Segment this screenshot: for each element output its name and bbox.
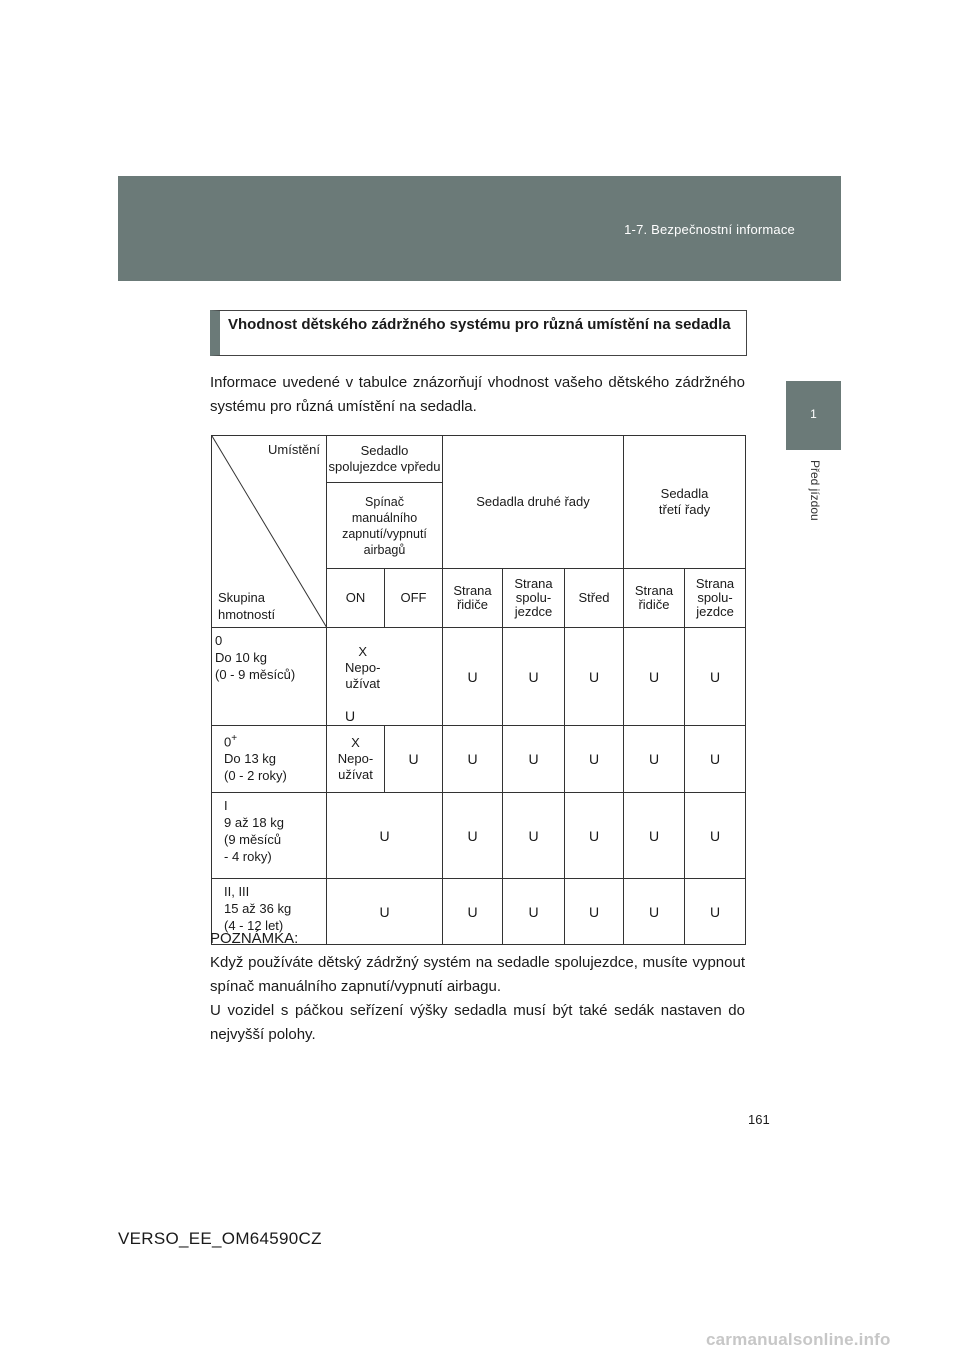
corner-label-group: Skupina hmotností [218, 590, 276, 622]
page-number: 161 [748, 1112, 770, 1127]
intro-paragraph: Informace uvedené v tabulce znázorňují vhodnost vašeho dětského zádržného systému pro různá umístění na sedadla. [210, 374, 745, 415]
header-third-row: Sedadla třetí řady [624, 436, 746, 569]
group-II-III: II, III 15 až 36 kg (4 - 12 let) [212, 879, 327, 945]
note-title: POZNÁMKA: [210, 930, 299, 947]
table-row [212, 628, 746, 726]
cell-value: U [624, 793, 685, 879]
header-airbag-switch: Spínač manuálního zapnutí/vypnutí airbagů [327, 483, 443, 569]
cell-value: U [443, 879, 503, 945]
subheader-3rd-driver: Strana řidiče [624, 569, 685, 628]
section-title: 1-7. Bezpečnostní informace [624, 222, 795, 237]
front-on-value: X Nepo- užívat [327, 726, 385, 793]
cell-value: U [443, 793, 503, 879]
corner-label-position: Umístění [267, 442, 320, 457]
header-front-seat: Sedadlo spolujezdce vpředu [327, 436, 443, 483]
suitability-table [211, 435, 746, 945]
cell-value: U [503, 793, 565, 879]
subheader-on: ON [327, 569, 385, 628]
table-row [212, 726, 746, 793]
note-paragraph-1: Když používáte dětský zádržný systém na sedadle spolujezdce, musíte vypnout spínač manuálního zapnutí/vypnutí airbagu. [210, 954, 745, 995]
subheader-2nd-passenger: Strana spolu- jezdce [503, 569, 565, 628]
chapter-label: Před jízdou [808, 460, 822, 521]
cell-value: U [503, 879, 565, 945]
cell-value: U [624, 879, 685, 945]
subheader-off: OFF [385, 569, 443, 628]
cell-value: U [624, 628, 685, 726]
cell-value: U [385, 726, 443, 793]
subheader-3rd-passenger: Strana spolu- jezdce [685, 569, 746, 628]
cell-value: U [685, 726, 746, 793]
cell-value: U [443, 726, 503, 793]
subheader-2nd-center: Střed [565, 569, 624, 628]
cell-value: U [345, 708, 356, 724]
header-band [118, 176, 841, 281]
cell-value: U [565, 879, 624, 945]
table-row [212, 793, 746, 879]
cell-value: U [503, 628, 565, 726]
cell-value: U [443, 628, 503, 726]
document-code: VERSO_EE_OM64590CZ [118, 1229, 322, 1248]
note-block [210, 927, 745, 1047]
chapter-number: 1 [810, 407, 817, 421]
cell-value: U [685, 628, 746, 726]
group-I: I 9 až 18 kg (9 měsíců - 4 roky) [212, 793, 327, 879]
group-0plus: 0+ Do 13 kg (0 - 2 roky) [212, 726, 327, 793]
cell-value: U [503, 726, 565, 793]
cell-value: U [327, 793, 443, 879]
cell-value: U [565, 726, 624, 793]
subheader-2nd-driver: Strana řidiče [443, 569, 503, 628]
table-corner-cell [212, 436, 327, 628]
header-second-row: Sedadla druhé řady [443, 436, 624, 569]
group-0: 0 Do 10 kg (0 - 9 měsíců) [212, 628, 327, 726]
cell-value: U [685, 793, 746, 879]
cell-value: U [565, 793, 624, 879]
chapter-tab [786, 381, 841, 450]
cell-value: U [685, 879, 746, 945]
watermark-logo: carmanualsonline.info [706, 1330, 891, 1349]
section-heading: Vhodnost dětského zádržného systému pro různá umístění na sedadla [210, 310, 747, 356]
front-value: X Nepo- užívat U [327, 628, 443, 726]
cell-value: U [565, 628, 624, 726]
cell-value: U [327, 879, 443, 945]
note-paragraph-2: U vozidel s páčkou seřízení výšky sedadla musí být také sedák nastaven do nejvyšší polohy. [210, 1002, 745, 1043]
cell-value: U [624, 726, 685, 793]
